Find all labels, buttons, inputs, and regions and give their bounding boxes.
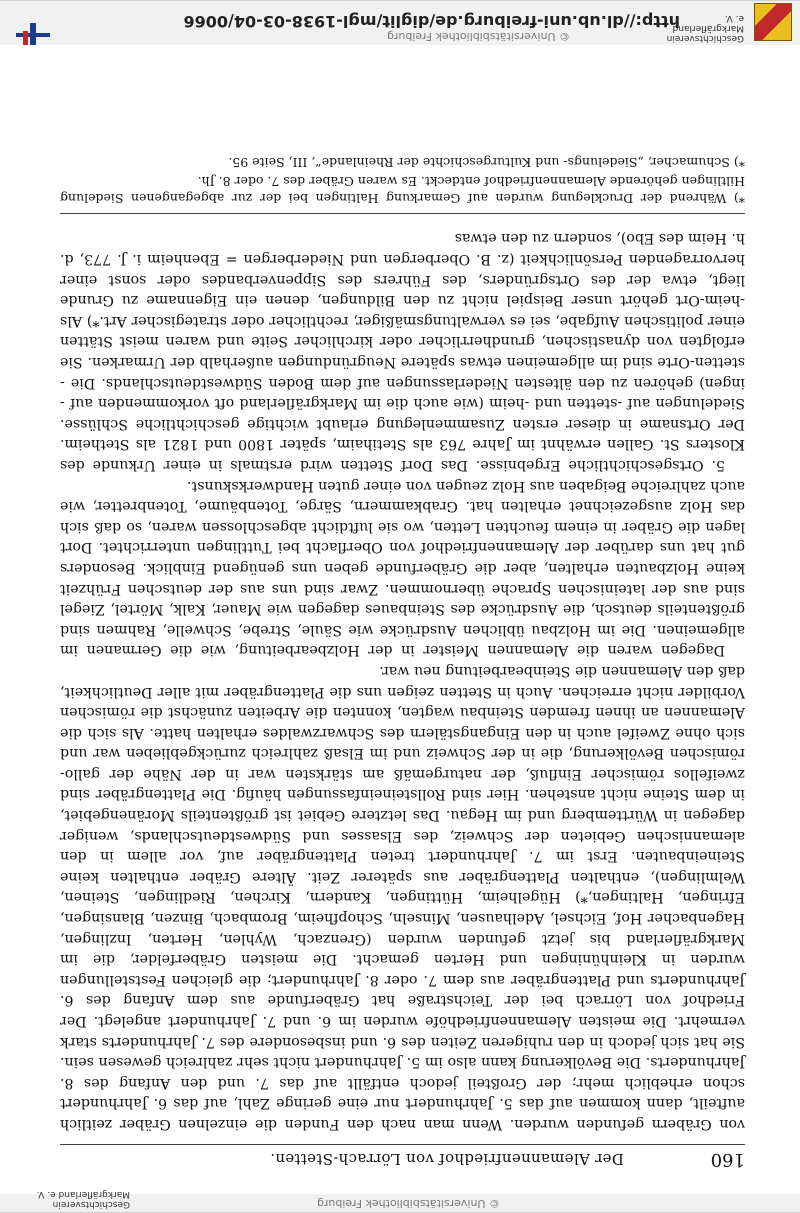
library-credit-footer: © Universitätsbibliothek Freiburg <box>317 1197 500 1210</box>
coat-of-arms-icon <box>754 3 792 41</box>
scanned-page <box>60 154 745 1170</box>
viewer-header-bar <box>0 0 800 45</box>
page-number: 160 <box>710 1149 745 1170</box>
footnote: *) Schumacher, „Siedelungs- und Kulturgeschichte der Rheinlande“, III, Seite 95. <box>228 154 745 170</box>
society-label-footer: Geschichtsverein Markgräflerland e. V. <box>36 1189 130 1209</box>
document-url[interactable]: http://dl.ub.uni-freiburg.de/diglit/mgl-1938-03-04/0066 <box>183 12 680 31</box>
paragraph: 5. Ortsgeschichtliche Ergebnisse. Das Dorf Stetten wird erstmals in einer Urkunde des Klosters St. Gallen erwähnt im Jahre 763 als Stetihaim, später 1800 und 1821 als Stetheim. Der Ortsname in dieser ersten Zusammenlegung erlaubt wichtige geschichtliche Schlüsse. Siedelungen auf -stetten und -heim (wie auch die im Markgräflerland oft vorkommenden auf -ingen) gehören zu den ältesten Niederlassungen auf dem Boden Südwestdeutschlands. Die -stetten-Orte sind im allgemeinen etwas spätere Neugründungen außerhalb der Urmarken. Sie erfolgten von dynastischen, grundherrlicher oder kirchlicher Seite und waren meist Stätten einer politischen Aufgabe, sei es verwaltungsmäßiger, rechtlicher oder strategischer Art.*) Als -heim-Ort gehört unser Beispiel nicht zu den Bildungen, denen ein Eigenname zu Grunde liegt, etwa der des Ortsgründers, des Führers des Sippenverbandes oder sonst einer hervorragenden Persönlichkeit (z. B. Oberbergen und Niederbergen = Ebenheim i. J. 773, d. h. Heim des Ebo), sondern zu den etwas <box>60 230 745 473</box>
library-credit: © Universitätsbibliothek Freiburg <box>387 30 570 43</box>
paragraph: Dagegen waren die Alemannen Meister in der Holzbearbeitung, wie die Germanen im allgemeinen. Die im Holzbau üblichen Ausdrücke wie Säule, Strebe, Schwelle, Rahmen sind größtenteils deutsch, die Ausdrücke des Steinbaues dagegen wie Mauer, Kalk, Mörtel, Ziegel sind aus der lateinischen Sprache übernommen. Zwar sind uns aus der deutschen Frühzeit keine Holzbauten erhalten, aber die Gräberfunde geben uns genügend Einblick. Besonders gut hat uns darüber der Alemannenfriedhof von Oberflacht bei Tuttlingen unterrichtet. Dort lagen die Gräber in einem feuchten Letten, wo sie luftdicht abgeschlossen waren, so daß sich das Holz ausgezeichnet erhalten hat. Grabkammern, Särge, Totenbäume, Totenbretter, wie auch zahlreiche Beigaben aus Holz zeugen von einer guten Handwerkskunst. <box>60 477 745 659</box>
ub-logo-icon <box>10 23 50 45</box>
society-label: Geschichtsverein Markgräflerland e. V. <box>666 13 744 43</box>
footnotes <box>60 154 745 214</box>
running-head: Der Alemannenfriedhof von Lörrach-Stetten. <box>270 1150 624 1168</box>
page-header <box>60 1144 745 1170</box>
viewer-footer-bar <box>0 1189 800 1213</box>
paragraph: von Gräbern gefunden wurden. Wenn man nach den Funden die einzelnen Gräber zeitlich aufteilt, dann kommen auf das 5. Jahrhundert nur eine geringe Zahl, auf das 6. Jahrhundert schon erheblich mehr; der Großteil jedoch entfällt auf das 7. und den Anfang des 8. Jahrhunderts. Die Bevölkerung kann also im 5. Jahrhundert nicht sehr zahlreich gewesen sein. Sie hat sich jedoch in den ruhigeren Zeiten des 6. und insbesondere des 7. Jahrhunderts stark vermehrt. Die meisten Alemannenfriedhöfe wurden im 6. und 7. Jahrhundert angelegt. Der Friedhof von Lörrach bei der Teichstraße hat Gräberfunde aus dem Anfang des 6. Jahrhunderts und Plattengräber aus dem 7. oder 8. Jahrhundert; die gleichen Feststellungen wurden in Kleinhüningen und Herten gemacht. Die meisten Gräberfelder, die im Markgräflerland bis jetzt gefunden wurden (Grenzach, Wyhlen, Herten, Inzlingen, Hagenbacher Hof, Eichsel, Adelhausen, Minseln, Schopfheim, Brombach, Binzen, Blansingen, Efringen, Haltingen,*) Hügelheim, Hüttingen, Kandern, Kirchen, Riedlingen, Steinen, Welmlingen), enthalten Plattengräber aus späterer Zeit. Ältere Gräber enthalten keine Steineinbauten. Erst im 7. Jahrhundert treten Plattengräber auf, vor allem in den alemannischen Gebieten der Schweiz, des Elsasses und Südwestdeutschlands, weniger dagegen in Württemberg und im Hegau. Das letztere Gebiet ist größtenteils Moränengebiet, in dem Steine nicht anstehen. Hier sind Rollsteineinfassungen häufig. Die Plattengräber sind zweifellos römischer Einfluß, der naturgemäß am stärksten war in der Nähe der gallo-römischen Bevölkerung, die in der Schweiz und im Elsaß zahlreich zurückgeblieben war und sich ohne Zweifel auch in den Eingangstälern des Schwarzwaldes erhalten hatte. Als sich die Alemannen an ihnen fremden Steinbau wagten, konnten die Arbeiten zunächst die römischen Vorbilder nicht erreichen. Auch in Stetten zeigen uns die Plattengräber mit aller Deutlichkeit, daß den Alemannen die Steinbearbeitung neu war. <box>60 662 745 1132</box>
body-text <box>60 228 745 1134</box>
footnote: *) Während der Drucklegung wurden auf Gemarkung Haltingen bei der zur abgegangenen Siedelung Hiltlingen gehörende Alemannenfriedhof entdeckt. Es waren Gräber des 7. oder 8. Jh. <box>60 173 745 206</box>
